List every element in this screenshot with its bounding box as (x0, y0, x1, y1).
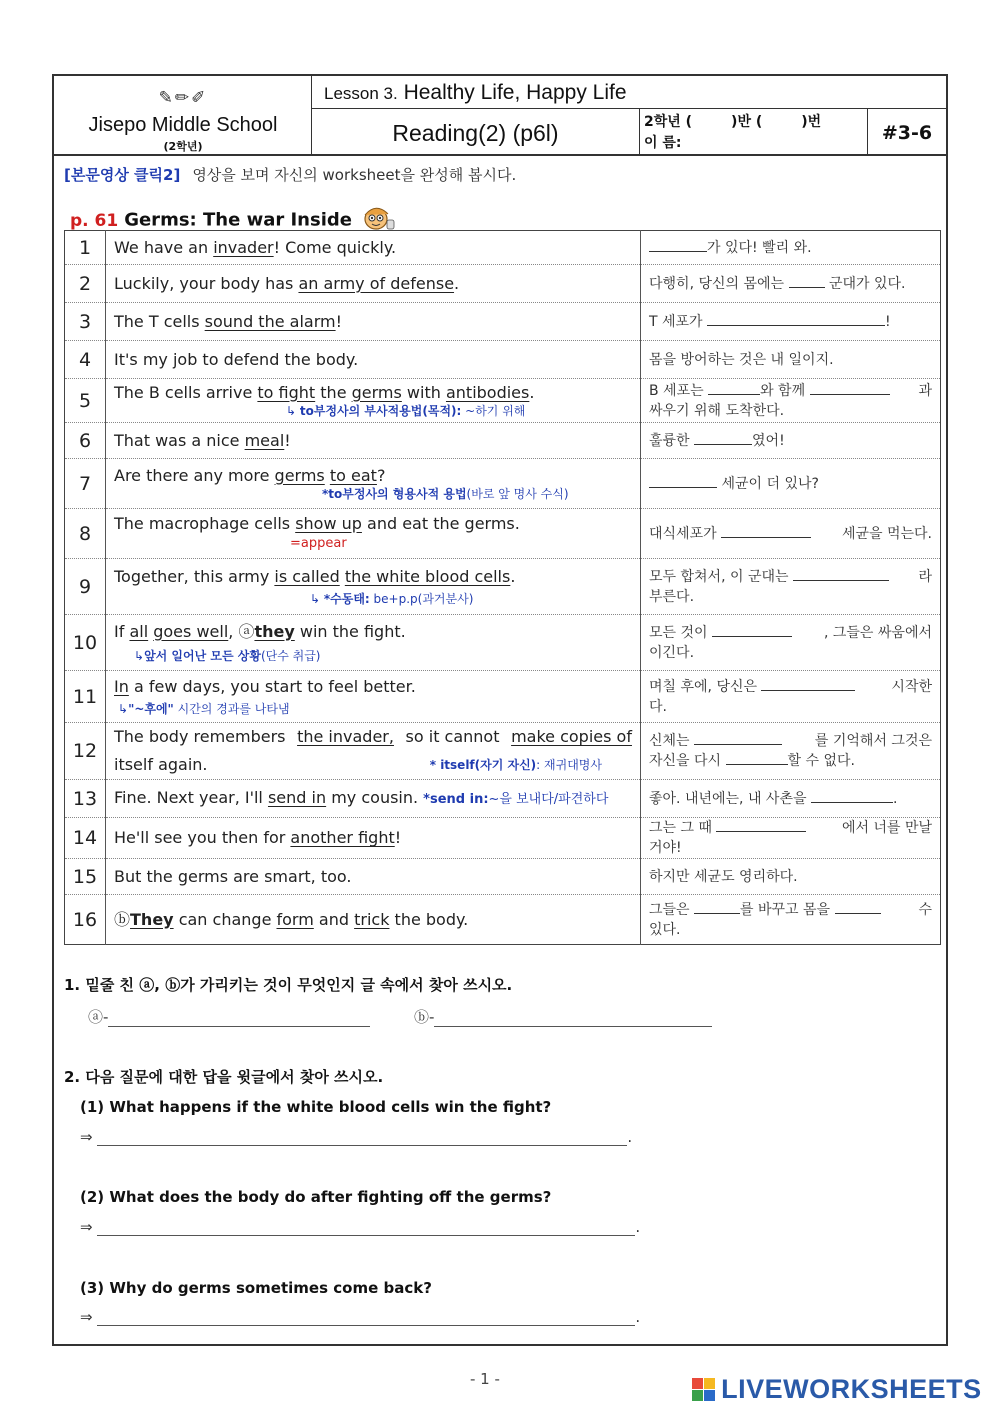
arrow-icon: ⇒ (80, 1308, 93, 1326)
name-field[interactable]: 이 름: (644, 135, 682, 151)
blank-field[interactable] (793, 567, 889, 581)
table-row (65, 509, 941, 559)
pencil-icons: ✎✏✐ (158, 88, 208, 108)
korean-translation: 대식세포가 세균을 먹는다. (641, 509, 941, 559)
blank-field[interactable] (721, 524, 811, 538)
english-sentence: Together, this army is called the white blood cells. ↳ *수동태: be+p.p(과거분사) (106, 559, 641, 615)
grammar-note: ↳ *수동태: be+p.p(과거분사) (310, 591, 474, 606)
korean-translation: 가 있다! 빨리 와. (641, 231, 941, 265)
korean-translation: 며칠 후에, 당신은 시작한 다. (641, 671, 941, 723)
answer-line-1: ⇒ . (80, 1128, 633, 1146)
row-number: 12 (65, 723, 106, 780)
answer-1-input[interactable] (97, 1130, 627, 1146)
blank-field[interactable] (694, 431, 752, 445)
arrow-icon: ⇒ (80, 1128, 93, 1146)
korean-translation: 모두 합쳐서, 이 군대는 라 부른다. (641, 559, 941, 615)
worksheet-code: #3-6 (881, 122, 933, 144)
answer-a-input[interactable] (108, 1011, 370, 1027)
arrow-icon: ⇒ (80, 1218, 93, 1236)
class-number-field[interactable]: 2학년 ( )반 ( )번 (644, 114, 822, 130)
table-row (65, 895, 941, 945)
english-sentence: It's my job to defend the body. (106, 341, 641, 379)
row-number: 14 (65, 818, 106, 859)
row-number: 9 (65, 559, 106, 615)
blank-field[interactable] (694, 731, 782, 745)
school-box (54, 76, 312, 156)
english-sentence: In a few days, you start to feel better. ↳"~후에" 시간의 경과를 나타냄 (106, 671, 641, 723)
english-sentence: Luckily, your body has an army of defense. (106, 265, 641, 303)
answer-line-2: ⇒ . (80, 1218, 641, 1236)
english-sentence: That was a nice meal! (106, 423, 641, 459)
grammar-note: *to부정사의 형용사적 용법(바로 앞 명사 수식) (322, 486, 569, 501)
table-row (65, 818, 941, 859)
english-sentence: Fine. Next year, I'll send in my cousin. *send in:~을 보내다/파견하다 (106, 780, 641, 818)
answer-b: ⓑ- (414, 1006, 712, 1027)
blank-field[interactable] (694, 900, 740, 914)
answer-b-input[interactable] (434, 1011, 712, 1027)
row-number: 4 (65, 341, 106, 379)
row-number: 10 (65, 615, 106, 671)
english-sentence: But the germs are smart, too. (106, 859, 641, 895)
instruction (64, 164, 516, 185)
page-number: - 1 - (470, 1370, 500, 1388)
blank-field[interactable] (835, 900, 881, 914)
english-sentence: If all goes well, ⓐthey win the fight. ↳앞서 일어난 모든 상황(단수 취급) (106, 615, 641, 671)
grammar-note: ↳앞서 일어난 모든 상황(단수 취급) (134, 648, 321, 663)
row-number: 6 (65, 423, 106, 459)
grammar-note: ↳"~후에" 시간의 경과를 나타냄 (118, 701, 290, 716)
blank-field[interactable] (712, 623, 792, 637)
row-number: 11 (65, 671, 106, 723)
row-number: 13 (65, 780, 106, 818)
table-row (65, 559, 941, 615)
blank-field[interactable] (716, 818, 806, 832)
korean-translation: 그들은 를 바꾸고 몸을 수 있다. (641, 895, 941, 945)
question-2: 2. 다음 질문에 대한 답을 윗글에서 찾아 쓰시오. (64, 1068, 384, 1086)
table-row (65, 341, 941, 379)
answer-3-input[interactable] (97, 1310, 635, 1326)
page-ref: p. 61 (70, 210, 119, 231)
student-info (640, 109, 868, 156)
grade-label: (2학년) (163, 140, 203, 153)
korean-translation: 하지만 세균도 영리하다. (641, 859, 941, 895)
section-name: Germs: The war Inside (124, 209, 352, 231)
question-1: 1. 밑줄 친 ⓐ, ⓑ가 가리키는 것이 무엇인지 글 속에서 찾아 쓰시오. (64, 976, 513, 994)
school-name: Jisepo Middle School (88, 114, 278, 136)
english-sentence: Are there any more germs to eat? *to부정사의 형용사적 용법(바로 앞 명사 수식) (106, 459, 641, 509)
row-number: 2 (65, 265, 106, 303)
korean-translation: 모든 것이 , 그들은 싸움에서 이긴다. (641, 615, 941, 671)
blank-field[interactable] (811, 789, 893, 803)
korean-translation: 훌륭한 였어! (641, 423, 941, 459)
worksheet-frame (52, 74, 948, 1346)
english-sentence: ⓑThey can change form and trick the body. (106, 895, 641, 945)
blank-field[interactable] (789, 274, 825, 288)
brand-text: LIVEWORKSHEETS (721, 1374, 982, 1404)
korean-translation: 좋아. 내년에는, 내 사촌을 . (641, 780, 941, 818)
korean-translation: T 세포가 ! (641, 303, 941, 341)
row-number: 5 (65, 379, 106, 423)
row-number: 3 (65, 303, 106, 341)
table-row (65, 379, 941, 423)
korean-translation: 세균이 더 있나? (641, 459, 941, 509)
instruction-text: 영상을 보며 자신의 worksheet을 완성해 봅시다. (192, 166, 517, 184)
table-row (65, 265, 941, 303)
blank-field[interactable] (810, 381, 890, 395)
liveworksheets-brand[interactable] (692, 1374, 982, 1404)
reading-table (64, 230, 941, 945)
english-sentence: The body remembers the invader, so it cannot make copies of itself again. * itself(자기 자신): 재귀대명사 (106, 723, 641, 780)
grammar-note: ↳ to부정사의 부사적용법(목적): ~하기 위해 (286, 403, 526, 418)
video-link[interactable]: [본문영상 클릭2] (64, 166, 181, 184)
table-row (65, 671, 941, 723)
sub-question-1: (1) What happens if the white blood cells win the fight? (80, 1098, 552, 1116)
row-number: 16 (65, 895, 106, 945)
row-number: 1 (65, 231, 106, 265)
table-row (65, 723, 941, 780)
grammar-note: * itself(자기 자신): 재귀대명사 (429, 758, 602, 772)
korean-translation: 신체는 를 기억해서 그것은 자신을 다시 할 수 없다. (641, 723, 941, 780)
english-sentence: He'll see you then for another fight! (106, 818, 641, 859)
table-row (65, 231, 941, 265)
korean-translation: 몸을 방어하는 것은 내 일이지. (641, 341, 941, 379)
table-row (65, 615, 941, 671)
synonym-note: =appear (290, 535, 347, 551)
english-sentence: The macrophage cells show up and eat the germs. =appear (106, 509, 641, 559)
table-row (65, 459, 941, 509)
blank-field[interactable] (708, 381, 760, 395)
lesson-title (312, 76, 946, 109)
liveworksheets-logo-icon (692, 1378, 716, 1402)
blank-field[interactable] (707, 312, 885, 326)
reading-title: Reading(2) (p6l) (312, 109, 640, 156)
answer-line-3: ⇒ . (80, 1308, 641, 1326)
english-sentence: We have an invader! Come quickly. (106, 231, 641, 265)
row-number: 8 (65, 509, 106, 559)
lesson-prefix: Lesson 3. (324, 84, 398, 103)
table-row (65, 303, 941, 341)
korean-translation: 다행히, 당신의 몸에는 군대가 있다. (641, 265, 941, 303)
english-sentence: The B cells arrive to fight the germs with antibodies. ↳ to부정사의 부사적용법(목적): ~하기 위해 (106, 379, 641, 423)
lesson-name: Healthy Life, Happy Life (403, 81, 627, 104)
table-row (65, 859, 941, 895)
blank-field[interactable] (649, 474, 717, 488)
row-number: 7 (65, 459, 106, 509)
sub-question-3: (3) Why do germs sometimes come back? (80, 1279, 432, 1297)
worksheet-header (54, 76, 946, 156)
blank-field[interactable] (726, 751, 788, 765)
blank-field[interactable] (761, 677, 855, 691)
answer-2-input[interactable] (97, 1220, 635, 1236)
sub-question-2: (2) What does the body do after fighting off the germs? (80, 1188, 552, 1206)
answer-a: ⓐ- (88, 1006, 370, 1027)
table-row (65, 423, 941, 459)
english-sentence: The T cells sound the alarm! (106, 303, 641, 341)
korean-translation: B 세포는 와 함께 과 싸우기 위해 도착한다. (641, 379, 941, 423)
blank-field[interactable] (649, 238, 707, 252)
korean-translation: 그는 그 때 에서 너를 만날 거야! (641, 818, 941, 859)
row-number: 15 (65, 859, 106, 895)
table-row (65, 780, 941, 818)
